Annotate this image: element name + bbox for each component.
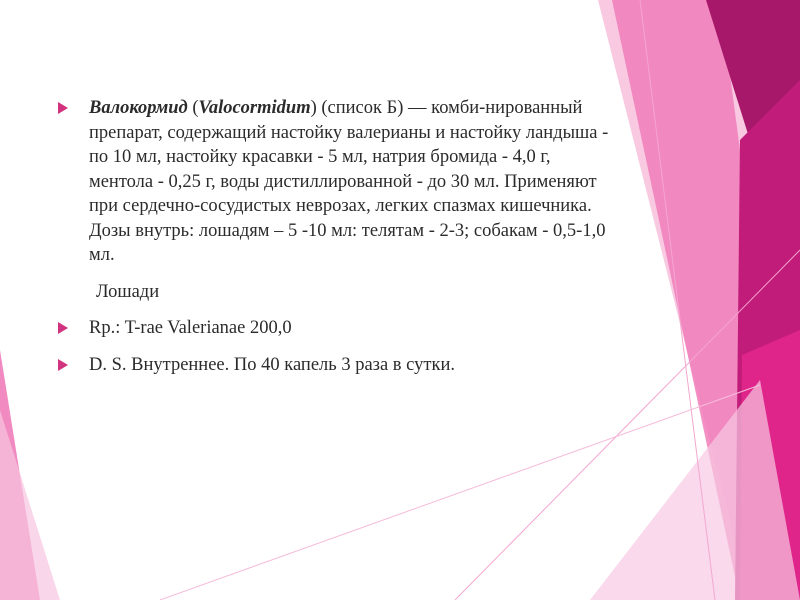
latin-name: Valocormidum [198, 98, 311, 118]
description-text: ) (список Б) — комби-нированный препарат, содержащий настойку валерианы и настойку ландыша - по 10 мл, настойку красавки - 5 мл, натрия бромида - 4,0 г, ментола - 0,25 г, воды дистиллированной - до 30 мл. Применяют при сердечно-сосудистых неврозах, легких спазмах кишечника. Дозы внутрь: лошадям – 5 -10 мл: телятам - 2-3; собакам - 0,5-1,0 мл. [89, 98, 609, 265]
bullet-rp [58, 316, 618, 341]
triangle-bullet-icon [58, 102, 68, 114]
subheading-horses: Лошади [96, 281, 160, 302]
triangle-bullet-icon [58, 359, 68, 371]
drug-name: Валокормид [89, 98, 188, 118]
bullet-ds [58, 353, 618, 378]
ds-text: D. S. Внутреннее. По 40 капель 3 раза в сутки. [89, 354, 455, 375]
open-paren: ( [187, 98, 199, 118]
slide-body [58, 96, 618, 389]
triangle-bullet-icon [58, 322, 68, 334]
rp-text: Rp.: T-rae Valerianae 200,0 [89, 318, 292, 338]
left-pale-triangle [0, 410, 60, 600]
bullet-valocormid [58, 96, 618, 268]
